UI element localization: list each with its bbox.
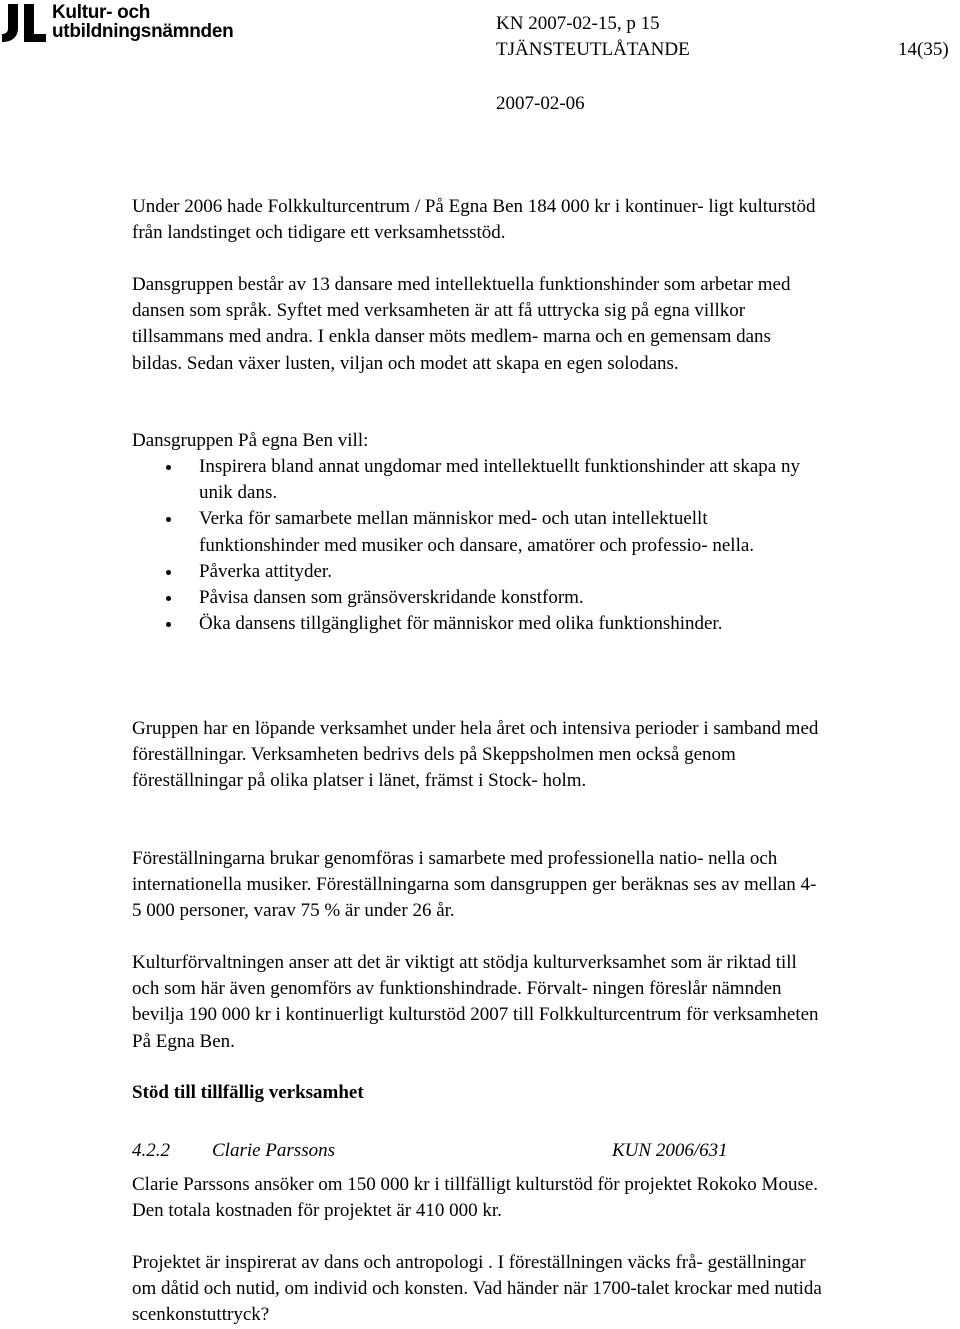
paragraph-text: Clarie Parssons ansöker om 150 000 kr i tillfälligt kulturstöd för projektet Rokoko Mouse. Den totala kostnaden för projektet är 410 000 kr. bbox=[132, 1174, 819, 1222]
paragraph-application bbox=[132, 1172, 822, 1224]
list-item: Inspirera bland annat ungdomar med intellektuellt funktionshinder att skapa ny unik dans. bbox=[132, 454, 832, 506]
logo-line-2: utbildningsnämnden bbox=[52, 21, 234, 42]
logo-line-1: Kultur- och bbox=[52, 2, 151, 23]
paragraph-performances bbox=[132, 846, 822, 925]
paragraph-group-description bbox=[132, 272, 822, 377]
list-item: Påverka attityder. bbox=[132, 559, 832, 585]
paragraph-text: Under 2006 hade Folkkulturcentrum / På Egna Ben 184 000 kr i kontinuer- ligt kulturstöd från landstinget och tidigare ett verksamhetsstöd. bbox=[132, 196, 816, 244]
bullet-intro bbox=[132, 428, 822, 454]
list-item: Påvisa dansen som gränsöverskridande konstform. bbox=[132, 585, 832, 611]
paragraph-project bbox=[132, 1250, 822, 1329]
paragraph-text: Gruppen har en löpande verksamhet under hela året och intensiva perioder i samband med föreställningar. Verksamheten bedrivs dels på Skeppsholmen men också genom föreställningar på olika platser i länet, främst i Stock- holm. bbox=[132, 718, 819, 792]
paragraph-text: Dansgruppen består av 13 dansare med intellektuella funktionshinder som arbetar med dansen som språk. Syftet med verksamheten är att få uttrycka sig på egna villkor tillsammans med andra. I enkla danser möts medlem- marna och en gemensam dans bildas. Sedan växer lusten, viljan och modet att skapa en egen solodans. bbox=[132, 274, 791, 374]
paragraph-recommendation bbox=[132, 950, 822, 1055]
logo-emblem-icon bbox=[0, 2, 48, 44]
paragraph-text: Föreställningarna brukar genomföras i samarbete med professionella natio- nella och internationella musiker. Föreställningarna som dansgruppen ger beräknas ses av mellan 4-5 000 personer, varav 75 % är under 26 år. bbox=[132, 848, 817, 922]
section-heading: Stöd till tillfällig verksamhet bbox=[132, 1082, 364, 1103]
case-number: 4.2.2 bbox=[132, 1140, 170, 1161]
goals-list bbox=[132, 454, 832, 637]
page-number: 14(35) bbox=[898, 39, 949, 60]
paragraph-funding bbox=[132, 194, 822, 246]
list-item: Öka dansens tillgänglighet för människor med olika funktionshinder. bbox=[132, 611, 832, 637]
doc-reference: KN 2007-02-15, p 15 bbox=[496, 13, 660, 34]
list-item: Verka för samarbete mellan människor med- och utan intellektuellt funktionshinder med musiker och dansare, amatörer och professio- nella. bbox=[132, 506, 832, 558]
org-logo bbox=[0, 0, 240, 50]
case-reference: KUN 2006/631 bbox=[612, 1140, 728, 1161]
paragraph-text: Projektet är inspirerat av dans och antropologi . I föreställningen väcks frå- geställningar om dåtid och nutid, om individ och konsten. Vad händer när 1700-talet krockar med nutida scenkonstuttryck? bbox=[132, 1252, 822, 1326]
doc-type: TJÄNSTEUTLÅTANDE bbox=[496, 39, 690, 60]
paragraph-text: Dansgruppen På egna Ben vill: bbox=[132, 430, 369, 451]
paragraph-activities bbox=[132, 716, 822, 795]
doc-date: 2007-02-06 bbox=[496, 93, 585, 114]
paragraph-text: Kulturförvaltningen anser att det är viktigt att stödja kulturverksamhet som är riktad till och som här även genomförs av funktionshindrade. Förvalt- ningen föreslår nämnden bevilja 190 000 kr i kontinuerligt kulturstöd 2007 till Folkkulturcentrum för verksamheten På Egna Ben. bbox=[132, 952, 819, 1052]
case-name: Clarie Parssons bbox=[212, 1140, 335, 1161]
